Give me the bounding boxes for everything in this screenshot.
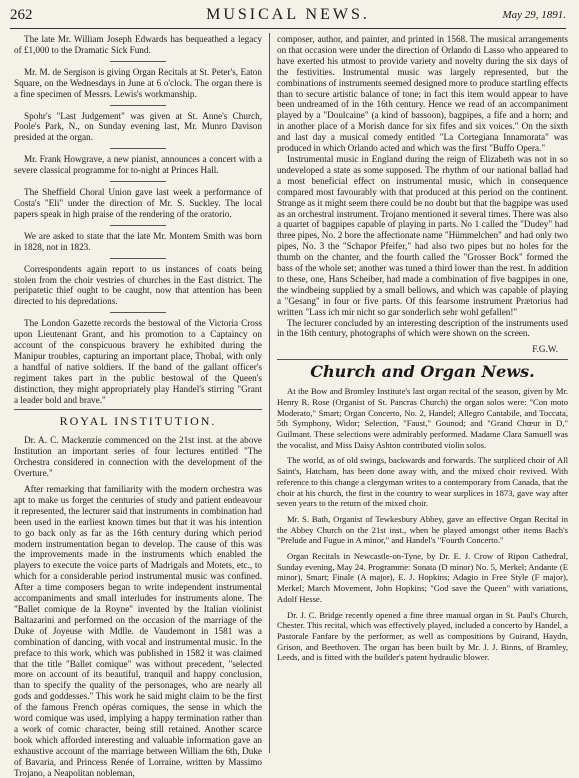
publication-title: MUSICAL NEWS. xyxy=(206,6,370,23)
notice-paragraph: Mr. Frank Howgrave, a new pianist, announces a concert with a severe classical programme for to-night at Princes Hall. xyxy=(14,154,262,176)
news-paragraph: Organ Recitals in Newcastle-on-Tyne, by Dr. E. J. Crow of Ripon Cathedral, Sunday evening, May 24. Programme: Sonata (D minor) No. 5, Merkel; Andante (E minor), Smart; Finale (A major), E. J. Hopkins; Adagio in Free Style (F major), Merkel; March Movement, John Hopkins; "God save the Queen" with variations, Adolf Hesse. xyxy=(277,551,568,604)
header-rule xyxy=(10,28,566,29)
separator-rule xyxy=(110,258,166,259)
notice-paragraph: We are asked to state that the late Mr. Montem Smith was born in 1828, not in 1823. xyxy=(14,230,262,252)
column-divider xyxy=(269,33,270,753)
notice-paragraph: Spohr's "Last Judgement" was given at St. Anne's Church, Poole's Park, N., on Sunday evening last, Mr. Munro Davison presided at the organ. xyxy=(14,110,262,143)
article-paragraph: Instrumental music in England during the reign of Elizabeth was not in so undeveloped a state as some supposed. The rhythm of our national ballad had a most beneficial effect on instrumental music, which in consequence compared most favourably with that produced at this period on the continent. Strange as it might seem there could be no doubt but that the bagpipe was used as an orchestral instrument. Trojano mentioned it several times. There was also a quartet of bagpipes capable of playing in parts. No 1 called the "Dudey" had three pipes, No. 2 bore the affectionate name "Hümmelchen" and had only two pipes, No. 3 the "Schapor Pfeifer," had also two pipes but no holes for the thumb on the chanter, and the fourth called the "Grosser Bock" formed the bass of the whole set; another was tuned a third lower than the rest. In addition to these, one, Hans Scheiber, had made a combination of five bagpipes in one, the windbeing supplied by a small bellows, and which was capable of playing a "Gesang" in four or five parts. Of this fearsome instrument Prætorius had written "Lass ich mir nicht so gar sonderlich sehr wohl gefallen!" xyxy=(277,153,568,317)
royal-institution-heading: ROYAL INSTITUTION. xyxy=(59,414,217,429)
notice-paragraph: The late Mr. William Joseph Edwards has bequeathed a legacy of £1,000 to the Dramatic Sick Fund. xyxy=(14,34,262,55)
section-rule xyxy=(14,409,262,410)
separator-rule xyxy=(110,181,166,182)
notice-paragraph: Correspondents again report to us instances of coats being stolen from the choir vestries of churches in the East district. The peripatetic thief ought to be caught, now that attention has been directed to his depredations. xyxy=(14,263,262,307)
page-number: 262 xyxy=(10,7,33,23)
article-signature: F.G.W. xyxy=(532,344,558,355)
section-rule xyxy=(277,359,568,360)
news-paragraph: The world, as of old swings, backwards and forwards. The surpliced choir of All Saint's, Hatcham, has been done away with, and the mixed choir revived. With reference to this change a clergyman writes to a contemporary from Canada, that the choir at his church, the first in the country to wear surplices in 1873, gave way after seven years to the return of the mixed choir. xyxy=(277,455,568,509)
separator-rule xyxy=(110,61,166,62)
issue-date: May 29, 1891. xyxy=(502,9,566,21)
notice-paragraph: The Sheffield Choral Union gave last week a performance of Costa's "Eli" under the direction of Mr. S. Suckley. The local papers speak in high praise of the rendering of the oratorio. xyxy=(14,187,262,219)
news-paragraph: Dr. J. C. Bridge recently opened a fine three manual organ in St. Paul's Church, Chester. This recital, which was effectively played, included a concerto by Handel, a Pastorale Fanfare by the performer, as well as compositions by Guirand, Haydn, Grison, and Beethoven. The organ has been built by Mr. J. J. Binns, of Bramley, Leeds, and is fitted with the builder's patent hydraulic blower. xyxy=(277,609,568,663)
article-paragraph: composer, author, and painter, and printed in 1568. The musical arrangements on that occasion were under the direction of Orlando di Lasso who appeared to have exerted his utmost to provide variety and novelty during the six days of the festivities. Instrumental music was largely represented, but the combinations of instruments seemed designed more to produce startling effects than to secure artistic balance of tone; in fact this item would appear to have been undreamed of in the 16th century. Hence we read of an accompaniment played by a "Doulcaine" (a kind of bassoon), bagpipes, a fife and a horn; and in another place of a Morish dance for six fifes and six voices." On the sixth and last day a musical comedy entitled "La Cortegiana Innamorata" was produced in which Orlando acted and which was the first "Buffo Opera." xyxy=(277,34,568,154)
separator-rule xyxy=(110,105,166,106)
notice-paragraph: The London Gazette records the bestowal of the Victoria Cross upon Lieutenant Grant, and his promotion to a Captaincy on account of the conspicuous bravery he exhibited during the Manipur troubles, capturing an important place, Thobal, with only a handful of native soldiers. If the band of the gallant officer's regiment takes part in the public bestowal of the Queen's distinction, they might appropriately play Handel's stirring "Grant a leader bold and brave." xyxy=(14,318,262,405)
page-header xyxy=(10,5,566,27)
notice-paragraph: Mr. M. de Sergison is giving Organ Recitals at St. Peter's, Eaton Square, on the Wednesdays in June at 6 o'clock. The organ there is a fine specimen of Messrs. Lewis's workmanship. xyxy=(14,66,262,99)
left-column xyxy=(14,34,262,778)
news-paragraph: At the Bow and Bromley Institute's last organ recital of the season, given by Mr. Henry R. Rose (Organist of St. Pancras Church) the organ solos were: "Con moto Moderato," Smart; Organ Concerto, No. 2, Handel; Allegro Cantabile, and Toccata, 5th Symphony, Widor; Selection, "Faust," Gounod; and "Grand Chœur in D," Guilmant. These selections were admirably performed. Madame Clara Samuell was the vocalist, and Miss Daisy Ashton contributed violin solos. xyxy=(277,386,568,450)
article-paragraph: Dr. A. C. Mackenzie commenced on the 21st inst. at the above Institution an important series of four lectures entitled "The Orchestra considered in connection with the development of the Overture." xyxy=(14,435,262,479)
separator-rule xyxy=(110,312,166,313)
article-paragraph: After remarking that familiarity with the modern orchestra was apt to make us forget the centuries of study and patient endeavour it represented, the lecturer said that instruments in combination had been used in the earliest known times but that it was his intention to go back only as far as the 16th century during which period modern instrumentation began to develop. The cause of this was the improvements made in the instruments which enabled the players to execute the voice parts of Madrigals and Motets, etc., to which for a considerable period instrumental music was confined. After a time composers began to write independent instrumental accompaniments and small interludes for instruments alone. The "Ballet comique de la Royne" invented by the Italian violinist Baltazarini and performed on the occasion of the marriage of the Duke of Joyeuse with Mdlle. de Vaudemont in 1581 was a combination of dancing, with vocal and instrumental music. In the preface to this work, which was published in 1582 it was claimed that the title "Ballet comique" was without precedent, "selected more on account of its beautiful, tranquil and happy conclusion, than to specify the quality of the personages, who are nearly all gods and goddesses." This work he said might claim to be the first of the famous French opéras comiques, the sense in which the word comique was used, implying a happy termination rather than a work of comic character, being still retained. Another scarce book which afforded interesting and valuable information gave an exhaustive account of the marriage between William the 6th, Duke of Bavaria, and Princess Renée of Lorraine, written by Massimo Trojano, a Neapolitan nobleman, xyxy=(14,484,262,778)
news-paragraph: Mr. S. Bath, Organist of Tewkesbury Abbey, gave an effective Organ Recital in the Abbey Church on the 21st inst., when he played amongst other items Bach's "Prelude and Fugue in A minor," and Handel's "Fourth Concerto." xyxy=(277,513,568,546)
article-paragraph: The lecturer concluded by an interesting description of the instruments used in the 16th century, photographs of which were shown on the screen. xyxy=(277,317,568,339)
church-organ-news-heading: Church and Organ News. xyxy=(310,362,535,382)
separator-rule xyxy=(110,148,166,149)
right-column xyxy=(277,34,568,663)
separator-rule xyxy=(110,225,166,226)
